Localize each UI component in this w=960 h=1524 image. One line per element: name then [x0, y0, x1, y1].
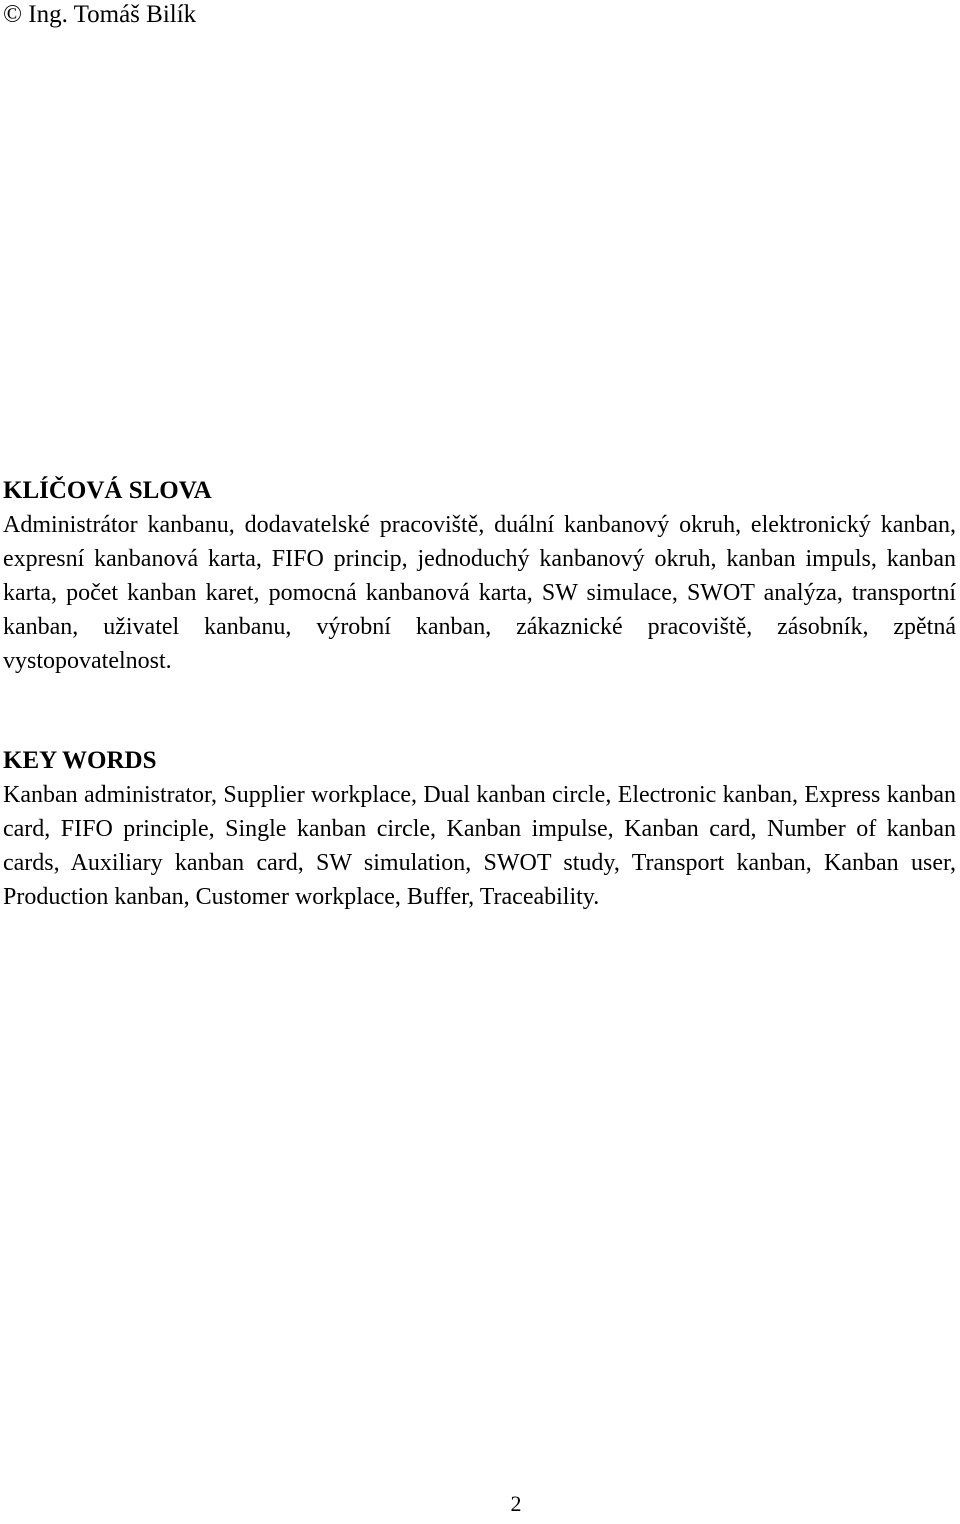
copyright-notice: © Ing. Tomáš Bilík [3, 1, 197, 28]
page-number: 2 [510, 1491, 522, 1516]
keywords-cz-section [3, 474, 956, 678]
keywords-cz-text: Administrátor kanbanu, dodavatelské pracoviště, duální kanbanový okruh, elektronický kanban, expresní kanbanová karta, FIFO princip, jednoduchý kanbanový okruh, kanban impuls, kanban karta, počet kanban karet, pomocná kanbanová karta, SW simulace, SWOT analýza, transportní kanban, uživatel kanbanu, výrobní kanban, zákaznické pracoviště, zásobník, zpětná vystopovatelnost. [3, 512, 956, 674]
keywords-en-text: Kanban administrator, Supplier workplace, Dual kanban circle, Electronic kanban, Express kanban card, FIFO principle, Single kanban circle, Kanban impulse, Kanban card, Number of kanban cards, Auxiliary kanban card, SW simulation, SWOT study, Transport kanban, Kanban user, Production kanban, Customer workplace, Buffer, Traceability. [3, 782, 956, 910]
keywords-cz-heading: KLÍČOVÁ SLOVA [3, 477, 212, 504]
keywords-en-section [3, 744, 956, 914]
keywords-en-heading: KEY WORDS [3, 747, 157, 774]
